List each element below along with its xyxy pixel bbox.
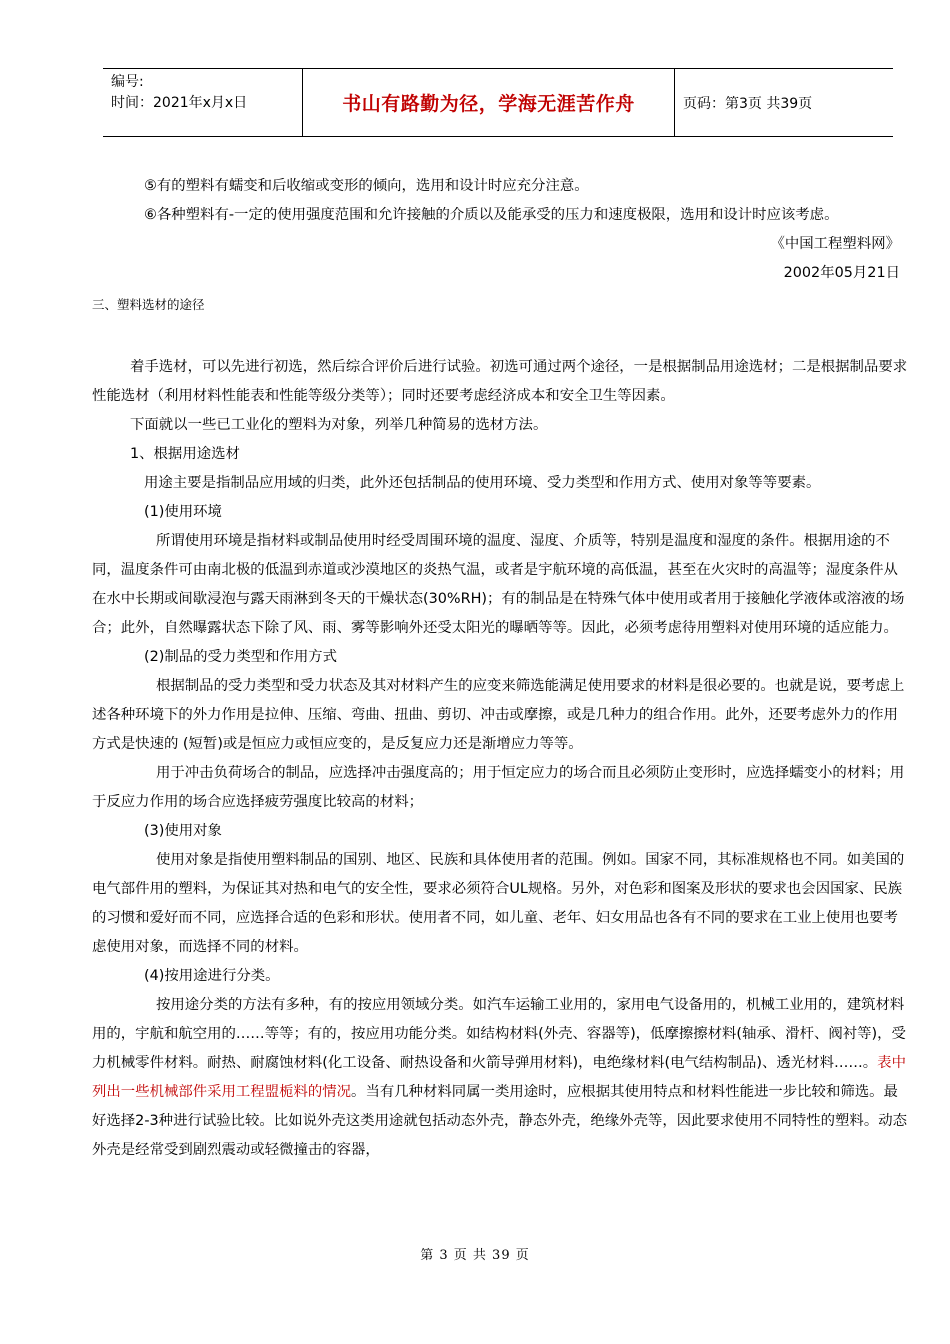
subheading: 1、根据用途选材 — [130, 446, 240, 462]
highlighted-text: 表中列出一些机械部件采用工程盟栀料的情况 — [92, 1055, 906, 1100]
paragraph: 使用对象是指使用塑料制品的国别、地区、民族和具体使用者的范围。例如。国家不同，其标准规格也不同。如美国的电气部件用的塑料，为保证其对热和电气的安全性，要求必须符合UL规格。另外，对色彩和图案及形状的要求也会因国家、民族的习惯和爱好而不同，应选择合适的色彩和形状。使用者不同，如儿童、老年、妇女用品也各有不同的要求在工业上使用也要考虑使用对象，而选择不同的材料。 — [92, 852, 905, 955]
paragraph: 根据制品的受力类型和受力状态及其对材料产生的应变来筛选能满足使用要求的材料是很必要的。也就是说，要考虑上述各种环境下的外力作用是拉伸、压缩、弯曲、扭曲、剪切、冲击或摩擦，或是几种力的组合作用。此外，还要考虑外力的作用方式是快速的 (短暂)或是恒应力或恒应变的，是反复应力还是渐增应力等等。 — [92, 678, 905, 752]
paragraph — [92, 991, 910, 1165]
header-meta — [103, 69, 303, 136]
header-page-info: 页码：第3页 共39页 — [683, 95, 813, 112]
time-label: 时间：2021年x月x日 — [111, 95, 248, 111]
paragraph: 所谓使用环境是指材料或制品使用时经受周围环境的温度、湿度、介质等，特别是温度和湿度的条件。根据用途的不同，温度条件可由南北极的低温到赤道或沙漠地区的炎热气温，或者是宇航环境的高低温，甚至在火灾时的高温等；湿度条件从在水中长期或间歇浸泡与露天雨淋到冬天的干燥状态(30%RH)；有的制品是在特殊气体中使用或者用于接触化学液体或溶液的场合；此外，自然曝露状态下除了风、雨、雾等影响外还受太阳光的曝晒等等。因此，必须考虑待用塑料对使用环境的适应能力。 — [92, 533, 905, 636]
subheading: (4)按用途进行分类。 — [144, 968, 280, 984]
subheading: (1)使用环境 — [144, 504, 222, 520]
subheading: (3)使用对象 — [144, 823, 222, 839]
paragraph: 着手选材，可以先进行初选，然后综合评价后进行试验。初选可通过两个途径，一是根据制品用途选材；二是根据制品要求性能选材（利用材料性能表和性能等级分类等）；同时还要考虑经济成本和安全卫生等因素。 — [92, 359, 908, 404]
document-body — [92, 172, 910, 1165]
paragraph: ⑥各种塑料有-一定的使用强度范围和允许接触的介质以及能承受的压力和速度极限，选用和设计时应该考虑。 — [144, 207, 839, 223]
page-header — [103, 68, 893, 137]
publication-date: 2002年05月21日 — [783, 265, 900, 281]
paragraph: 用途主要是指制品应用域的归类，此外还包括制品的使用环境、受力类型和作用方式、使用对象等等要素。 — [144, 475, 821, 491]
page-footer: 第 3 页 共 39 页 — [420, 1248, 530, 1263]
section-title: 三、塑料选材的途径 — [92, 297, 205, 312]
paragraph-text: 按用途分类的方法有多种，有的按应用领域分类。如汽车运输工业用的，家用电气设备用的，机械工业用的，建筑材料用的，宇航和航空用的……等等；有的，按应用功能分类。如结构材料(外壳、容器等)，低摩擦擦材料(轴承、滑杆、阀衬等)，受力机械零件材料。耐热、耐腐蚀材料(化工设备、耐热设备和火箭导弹用材料)，电绝缘材料(电气结构制品)、透光材料……。 — [92, 997, 906, 1071]
paragraph-text: 。当有几种材料同属一类用途时，应根据其使用特点和材料性能进一步比较和筛选。最好选择2-3种进行试验比较。比如说外壳这类用途就包括动态外壳，静态外壳，绝缘外壳等，因此要求使用不同特性的塑料。动态外壳是经常受到剧烈震动或轻微撞击的容器， — [92, 1084, 907, 1158]
subheading: (2)制品的受力类型和作用方式 — [144, 649, 338, 665]
source-citation: 《中国工程塑料网》 — [770, 236, 900, 252]
header-motto: 书山有路勤为径，学海无涯苦作舟 — [303, 69, 675, 136]
paragraph: 用于冲击负荷场合的制品，应选择冲击强度高的；用于恒定应力的场合而且必须防止变形时，应选择蠕变小的材料；用于反应力作用的场合应选择疲劳强度比较高的材料； — [92, 765, 905, 810]
number-label: 编号: — [111, 74, 144, 90]
paragraph: ⑤有的塑料有蠕变和后收缩或变形的倾向，选用和设计时应充分注意。 — [144, 178, 589, 194]
paragraph: 下面就以一些已工业化的塑料为对象，列举几种简易的选材方法。 — [130, 417, 548, 433]
